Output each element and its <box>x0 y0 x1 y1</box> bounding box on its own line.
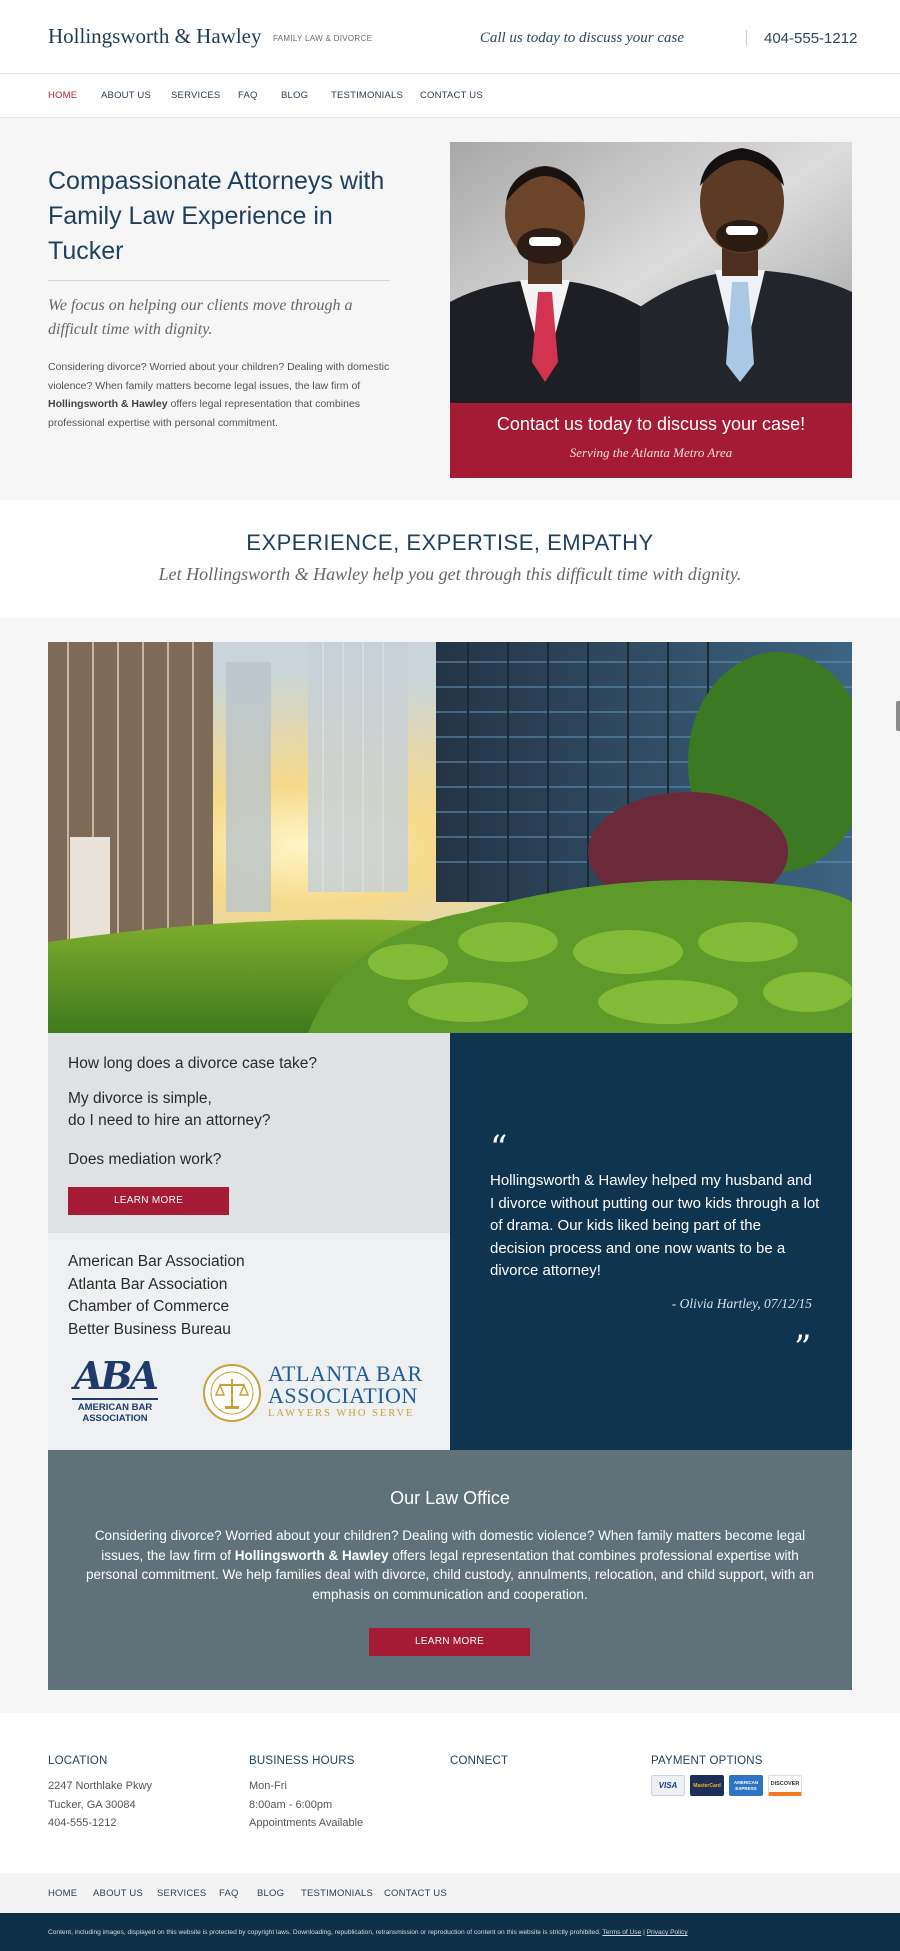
association-item: Better Business Bureau <box>68 1320 231 1338</box>
footer-nav-home[interactable]: HOME <box>48 1888 78 1899</box>
copyright-notice: Content, including images, displayed on this website is protected by copyright laws. Downloading, republication, retransmission or reproduction of content on this website is strictly prohibited. Terms of Use | Privacy Policy <box>48 1929 688 1936</box>
aba-logo-line2: ASSOCIATION <box>82 1413 148 1424</box>
close-quote-icon: ” <box>794 1328 812 1368</box>
hero-subtitle: We focus on helping our clients move through a difficult time with dignity. <box>48 297 353 338</box>
firm-name-bold: Hollingsworth & Hawley <box>48 398 168 410</box>
footer-nav-about-us[interactable]: ABOUT US <box>93 1888 143 1899</box>
amex-card-icon: AMERICAN EXPRESS <box>729 1775 763 1796</box>
scroll-handle[interactable] <box>896 701 900 731</box>
footer-nav-blog[interactable]: BLOG <box>257 1888 285 1899</box>
office-title: Our Law Office <box>390 1488 510 1508</box>
city-buildings-photo <box>48 642 852 1033</box>
nav-item-contact-us[interactable]: CONTACT US <box>420 90 483 101</box>
footer-nav-testimonials[interactable]: TESTIMONIALS <box>301 1888 374 1899</box>
hero-section <box>0 118 900 500</box>
footer-location-heading: LOCATION <box>48 1755 108 1767</box>
site-tagline: FAMILY LAW & DIVORCE <box>273 34 373 43</box>
faq-q2-line2: do I need to hire an attorney? <box>68 1112 271 1129</box>
contact-cta-box[interactable] <box>450 403 852 478</box>
footer-hours-line: Mon-Fri <box>249 1780 287 1792</box>
law-office-section <box>48 1450 852 1690</box>
association-item: Chamber of Commerce <box>68 1298 230 1315</box>
tagline-banner <box>0 500 900 618</box>
faq-q2-line1: My divorce is simple, <box>68 1090 212 1107</box>
footer-address-line: 2247 Northlake Pkwy <box>48 1780 152 1792</box>
footer-nav-services[interactable]: SERVICES <box>157 1888 207 1899</box>
cta-subtitle: Serving the Atlanta Metro Area <box>569 445 733 460</box>
footer-nav-contact-us[interactable]: CONTACT US <box>384 1888 447 1899</box>
hero-divider <box>48 280 390 281</box>
faq-link-divorce-duration[interactable]: How long does a divorce case take? <box>68 1055 318 1072</box>
faq-link-hire-attorney[interactable] <box>68 1088 271 1132</box>
nav-item-testimonials[interactable]: TESTIMONIALS <box>331 90 404 101</box>
association-item: American Bar Association <box>68 1253 245 1270</box>
association-item: Atlanta Bar Association <box>68 1275 228 1293</box>
aba-logo-line1: AMERICAN BAR <box>77 1402 153 1413</box>
open-quote-icon: “ <box>490 1128 508 1168</box>
footer-location <box>48 1755 152 1833</box>
footer-payment <box>651 1755 802 1796</box>
nav-item-faq[interactable]: FAQ <box>238 90 258 101</box>
copyright-bar <box>0 1913 900 1951</box>
nav-item-services[interactable]: SERVICES <box>171 90 221 101</box>
nav-item-blog[interactable]: BLOG <box>281 90 309 101</box>
terms-of-use-link[interactable]: Terms of Use <box>602 1929 642 1936</box>
footer-nav-faq[interactable]: FAQ <box>219 1888 239 1899</box>
atlanta-bar-logo <box>202 1363 432 1433</box>
main-nav <box>0 74 900 118</box>
banner-subtitle: Let Hollingsworth & Hawley help you get through this difficult time with dignity. <box>158 564 742 584</box>
header-phone-link[interactable]: 404-555-1212 <box>764 30 858 47</box>
footer-connect-heading: CONNECT <box>450 1755 509 1767</box>
footer-connect <box>450 1755 508 1777</box>
faq-panel <box>48 1033 450 1233</box>
footer-payment-heading: PAYMENT OPTIONS <box>651 1755 763 1767</box>
office-body: Considering divorce? Worried about your children? Dealing with domestic violence? When family matters become legal issues, the law firm of Hollingsworth & Hawley offers legal representation that combines professional expertise with personal commitment. We help families deal with divorce, child custody, annulments, relocation, and child support, with an emphasis on communication and cooperation. <box>85 1528 815 1602</box>
privacy-policy-link[interactable]: Privacy Policy <box>646 1929 688 1936</box>
site-logo[interactable]: Hollingsworth & Hawley <box>48 24 262 48</box>
site-footer <box>0 1713 900 1873</box>
call-us-text: Call us today to discuss your case <box>479 30 684 46</box>
mastercard-card-icon: MasterCard <box>690 1775 724 1796</box>
attorneys-photo <box>450 142 852 404</box>
header-divider <box>746 30 747 46</box>
banner-title: EXPERIENCE, EXPERTISE, EMPATHY <box>246 530 654 555</box>
site-header <box>0 0 900 74</box>
footer-hours <box>249 1755 363 1833</box>
faq-link-mediation[interactable]: Does mediation work? <box>68 1151 222 1168</box>
discover-card-icon: DISCOVER <box>768 1775 802 1796</box>
testimonial-text: Hollingsworth & Hawley helped my husband and I divorce without putting our two kids through a lot of drama. Our kids liked being part of the decision process and one now wants to be a divorce attorney! <box>490 1172 820 1279</box>
atl-logo-line2: ASSOCIATION <box>268 1383 418 1408</box>
footer-address-line: Tucker, GA 30084 <box>48 1798 136 1811</box>
footer-nav <box>0 1873 900 1913</box>
payment-cards <box>651 1775 802 1796</box>
associations-list <box>68 1251 245 1341</box>
office-learn-more-button[interactable]: LEARN MORE <box>369 1628 530 1656</box>
hero-title: Compassionate Attorneys with Family Law Experience in Tucker <box>48 167 385 265</box>
nav-item-home[interactable]: HOME <box>48 90 78 101</box>
footer-phone-link[interactable]: 404-555-1212 <box>48 1817 117 1829</box>
visa-card-icon: VISA <box>651 1775 685 1796</box>
faq-learn-more-button[interactable]: LEARN MORE <box>68 1187 229 1215</box>
aba-logo <box>66 1355 164 1431</box>
nav-item-about-us[interactable]: ABOUT US <box>101 90 151 101</box>
testimonial-author: - Olivia Hartley, 07/12/15 <box>671 1296 812 1311</box>
aba-logo-mark: ABA <box>73 1353 157 1398</box>
footer-hours-line: Appointments Available <box>249 1817 364 1829</box>
cta-title[interactable]: Contact us today to discuss your case! <box>496 414 806 434</box>
footer-hours-line: 8:00am - 6:00pm <box>249 1798 333 1811</box>
atl-logo-line1: ATLANTA BAR <box>268 1361 423 1386</box>
scales-of-justice-icon <box>202 1363 262 1423</box>
footer-hours-heading: BUSINESS HOURS <box>249 1755 355 1767</box>
testimonial-panel <box>450 1033 852 1450</box>
hero-body: Considering divorce? Worried about your children? Dealing with domestic violence? When family matters become legal issues, the law firm of Hollingsworth & Hawley offers legal representation that combines professional expertise with personal commitment. <box>48 361 390 429</box>
atl-logo-line3: LAWYERS WHO SERVE <box>268 1408 415 1419</box>
firm-name-bold: Hollingsworth & Hawley <box>234 1547 389 1563</box>
associations-panel <box>48 1233 450 1450</box>
